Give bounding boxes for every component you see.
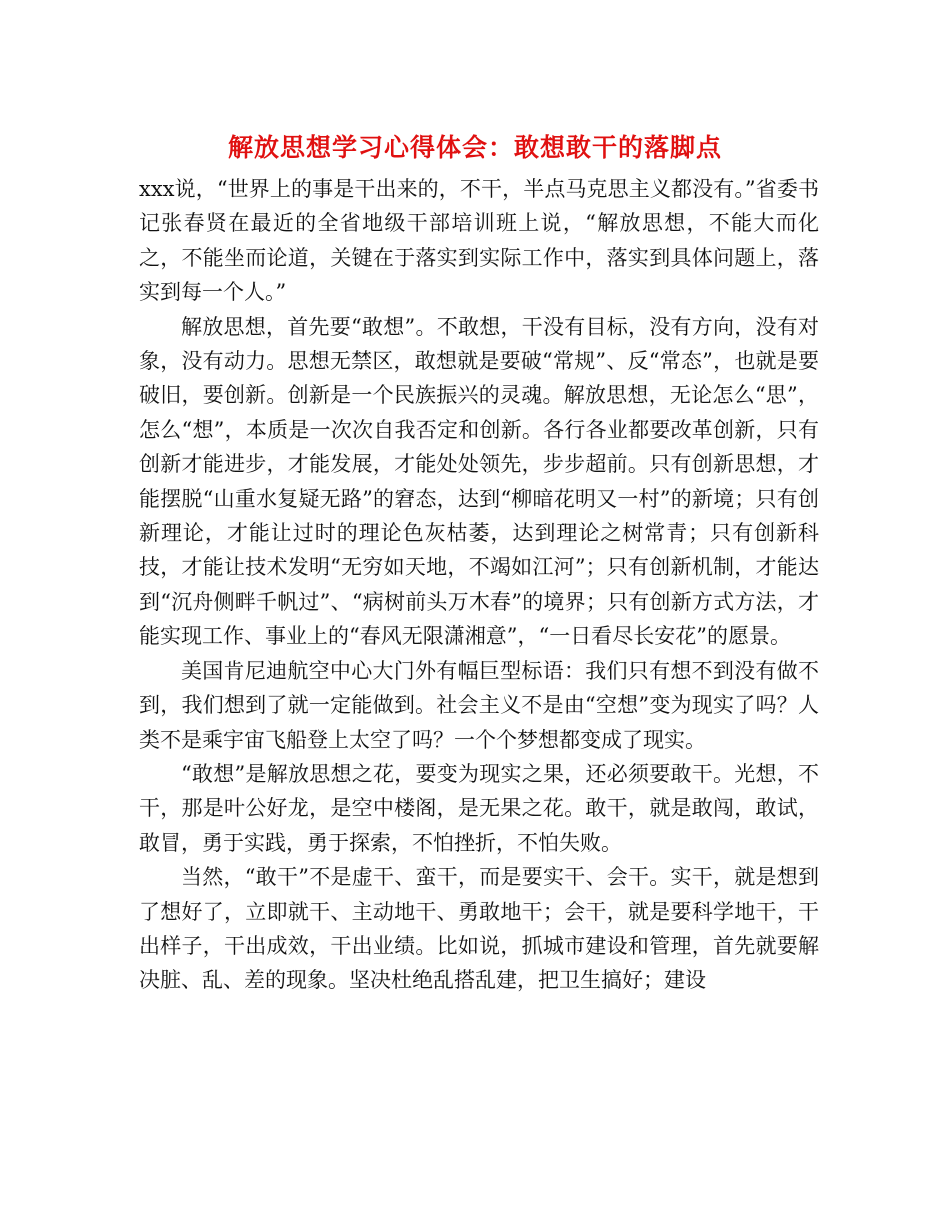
document-title: 解放思想学习心得体会：敢想敢干的落脚点 bbox=[227, 133, 722, 162]
paragraph-2: 解放思想，首先要“敢想”。不敢想，干没有目标，没有方向，没有对象，没有动力。思想无禁区，敢想就是要破“常规”、反“常态”，也就是要破旧，要创新。创新是一个民族振兴的灵魂。解放思想，无论怎么“思”，怎么“想”，本质是一次次自我否定和创新。各行各业都要改革创新，只有创新才能进步，才能发展，才能处处领先，步步超前。只有创新思想，才能摆脱“山重水复疑无路”的窘态，达到“柳暗花明又一村”的新境；只有创新理论，才能让过时的理论色灰枯萎，达到理论之树常青；只有创新科技，才能让技术发明“无穷如天地，不竭如江河”；只有创新机制，才能达到“沉舟侧畔千帆过”、“病树前头万木春”的境界；只有创新方式方法，才能实现工作、事业上的“春风无限潇湘意”，“一日看尽长安花”的愿景。 bbox=[139, 314, 819, 649]
paragraph-1: xxx说，“世界上的事是干出来的，不干，半点马克思主义都没有。”省委书记张春贤在最近的全省地级干部培训班上说，“解放思想，不能大而化之，不能坐而论道，关键在于落实到实际工作中，落实到具体问题上，落实到每一个人。” bbox=[139, 177, 819, 305]
paragraph-5: 当然，“敢干”不是虚干、蛮干，而是要实干、会干。实干，就是想到了想好了，立即就干、主动地干、勇敢地干；会干，就是要科学地干，干出样子，干出成效，干出业绩。比如说，抓城市建设和管理，首先就要解决脏、乱、差的现象。坚决杜绝乱搭乱建，把卫生搞好；建设 bbox=[139, 865, 819, 993]
paragraph-4: “敢想”是解放思想之花，要变为现实之果，还必须要敢干。光想，不干，那是叶公好龙，是空中楼阁，是无果之花。敢干，就是敢闯，敢试，敢冒，勇于实践，勇于探索，不怕挫折，不怕失败。 bbox=[139, 761, 819, 855]
document-body bbox=[139, 172, 819, 998]
paragraph-3: 美国肯尼迪航空中心大门外有幅巨型标语：我们只有想不到没有做不到，我们想到了就一定能做到。社会主义不是由“空想”变为现实了吗？人类不是乘宇宙飞船登上太空了吗？一个个梦想都变成了现实。 bbox=[139, 658, 819, 752]
